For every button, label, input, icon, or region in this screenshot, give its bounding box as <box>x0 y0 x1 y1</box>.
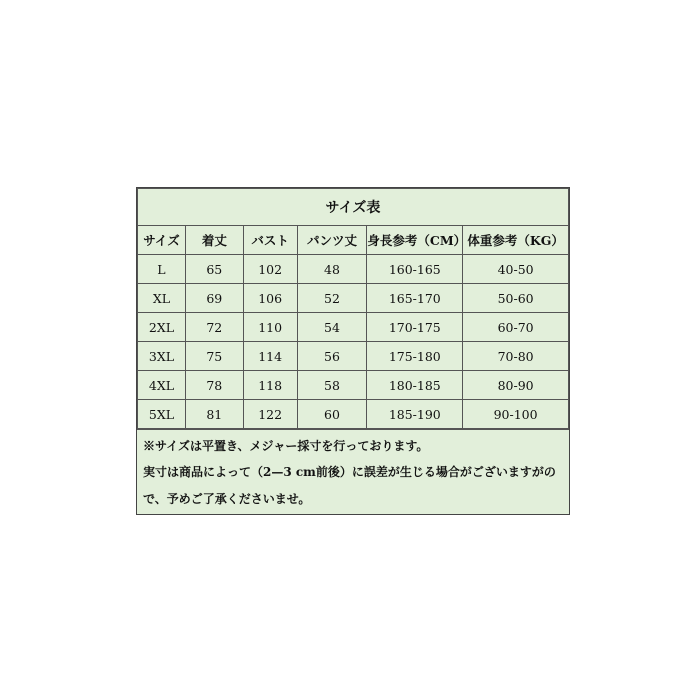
table-cell: 118 <box>243 371 297 400</box>
table-cell: 2XL <box>138 313 186 342</box>
table-cell: 54 <box>297 313 367 342</box>
table-row <box>138 313 569 342</box>
table-cell: 70-80 <box>463 342 569 371</box>
size-table <box>137 188 569 429</box>
table-cell: 114 <box>243 342 297 371</box>
size-chart <box>136 187 570 515</box>
table-row <box>138 284 569 313</box>
table-cell: 48 <box>297 255 367 284</box>
table-cell: 102 <box>243 255 297 284</box>
header-cell: 着丈 <box>185 226 243 255</box>
table-cell: 90-100 <box>463 400 569 429</box>
table-cell: 185-190 <box>367 400 463 429</box>
table-cell: 60 <box>297 400 367 429</box>
table-cell: 4XL <box>138 371 186 400</box>
table-row <box>138 255 569 284</box>
table-title: サイズ表 <box>138 189 569 226</box>
table-cell: 180-185 <box>367 371 463 400</box>
table-cell: 110 <box>243 313 297 342</box>
table-cell: 69 <box>185 284 243 313</box>
header-cell: サイズ <box>138 226 186 255</box>
header-cell: バスト <box>243 226 297 255</box>
table-cell: XL <box>138 284 186 313</box>
table-row <box>138 342 569 371</box>
table-cell: 175-180 <box>367 342 463 371</box>
note-line-1: ※サイズは平置き、メジャー採寸を行っております。 <box>143 439 429 453</box>
table-cell: 81 <box>185 400 243 429</box>
note-line-2: 実寸は商品によって（2—3 cm前後）に誤差が生じる場合がございますがので、予めご了承くださいませ。 <box>143 465 556 506</box>
table-row <box>138 400 569 429</box>
table-cell: 60-70 <box>463 313 569 342</box>
table-cell: L <box>138 255 186 284</box>
table-cell: 170-175 <box>367 313 463 342</box>
table-cell: 160-165 <box>367 255 463 284</box>
table-cell: 5XL <box>138 400 186 429</box>
table-cell: 75 <box>185 342 243 371</box>
table-cell: 122 <box>243 400 297 429</box>
table-cell: 3XL <box>138 342 186 371</box>
table-cell: 80-90 <box>463 371 569 400</box>
header-cell: 身長参考（CM） <box>367 226 463 255</box>
table-cell: 52 <box>297 284 367 313</box>
table-cell: 58 <box>297 371 367 400</box>
table-cell: 165-170 <box>367 284 463 313</box>
header-cell: 体重参考（KG） <box>463 226 569 255</box>
table-cell: 50-60 <box>463 284 569 313</box>
table-cell: 65 <box>185 255 243 284</box>
table-cell: 40-50 <box>463 255 569 284</box>
table-row <box>138 371 569 400</box>
table-cell: 78 <box>185 371 243 400</box>
table-cell: 72 <box>185 313 243 342</box>
notes <box>137 429 569 514</box>
table-cell: 106 <box>243 284 297 313</box>
table-cell: 56 <box>297 342 367 371</box>
header-row <box>138 226 569 255</box>
header-cell: パンツ丈 <box>297 226 367 255</box>
